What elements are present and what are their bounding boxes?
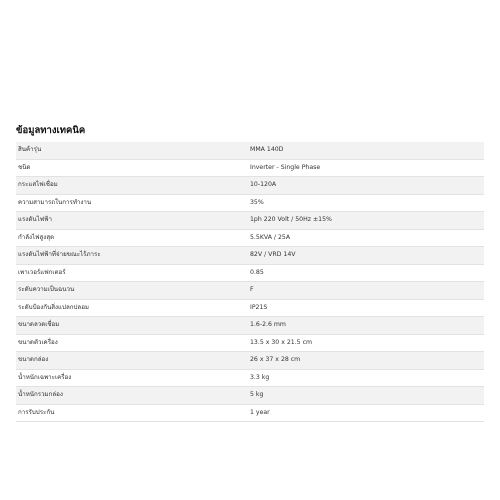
spec-section-title: ข้อมูลทางเทคนิค: [16, 125, 86, 136]
spec-label: กระแสไฟเชื่อม: [16, 177, 248, 195]
spec-row-net-weight: [16, 369, 484, 387]
spec-value: Inverter - Single Phase: [250, 163, 321, 171]
spec-row-protection: [16, 299, 484, 317]
spec-table: [16, 142, 484, 422]
spec-value: 1ph 220 Volt / 50Hz ±15%: [248, 212, 484, 230]
spec-value: 35%: [250, 198, 264, 206]
spec-row-insulation-class: [16, 282, 484, 300]
spec-label: เพาเวอร์แฟกเตอร์: [18, 268, 66, 276]
spec-label: แรงดันไฟฟ้า: [16, 212, 248, 230]
spec-row-type: [16, 159, 484, 177]
spec-value: 10-120A: [248, 177, 484, 195]
spec-label: น้ำหนักรวมกล่อง: [16, 387, 248, 405]
spec-label: สินค้ารุ่น: [16, 142, 248, 159]
spec-value: 5 kg: [248, 387, 484, 405]
spec-row-gross-weight: [16, 387, 484, 405]
spec-value: 13.5 x 30 x 21.5 cm: [250, 338, 313, 346]
spec-value: 26 x 37 x 28 cm: [248, 352, 484, 370]
spec-row-voltage: [16, 212, 484, 230]
spec-row-max-power: [16, 229, 484, 247]
spec-row-model: [16, 142, 484, 159]
spec-row-warranty: [16, 404, 484, 422]
spec-value: 5.5KVA / 25A: [250, 233, 291, 241]
spec-label: ขนาดกล่อง: [16, 352, 248, 370]
spec-value: MMA 140D: [248, 142, 484, 159]
spec-row-duty-cycle: [16, 194, 484, 212]
spec-value: 1.6-2.6 mm: [248, 317, 484, 335]
spec-label: น้ำหนักเฉพาะเครื่อง: [18, 373, 72, 381]
spec-label: ขนาดตัวเครื่อง: [18, 338, 58, 346]
spec-row-box-size: [16, 352, 484, 370]
spec-value: 0.85: [250, 268, 264, 276]
spec-row-welding-current: [16, 177, 484, 195]
spec-label: ความสามารถในการทำงาน: [18, 198, 92, 206]
spec-label: ระดับป้องกันสิ่งแปลกปลอม: [18, 303, 89, 311]
spec-row-power-factor: [16, 264, 484, 282]
spec-label: ขนาดลวดเชื่อม: [16, 317, 248, 335]
spec-label: กำลังไฟสูงสุด: [18, 233, 55, 241]
spec-value: 1 year: [250, 408, 270, 416]
spec-value: 82V / VRD 14V: [248, 247, 484, 265]
spec-label: แรงดันไฟฟ้าที่จ่ายขณะไร้ภาระ: [16, 247, 248, 265]
spec-label: การรับประกัน: [18, 408, 55, 416]
spec-value: IP21S: [250, 303, 268, 311]
spec-row-electrode-size: [16, 317, 484, 335]
spec-row-no-load-voltage: [16, 247, 484, 265]
spec-label: ระดับความเป็นฉนวน: [16, 282, 248, 300]
spec-row-machine-size: [16, 334, 484, 352]
spec-value: F: [248, 282, 484, 300]
spec-value: 3.3 kg: [250, 373, 270, 381]
spec-label: ชนิด: [18, 163, 31, 171]
